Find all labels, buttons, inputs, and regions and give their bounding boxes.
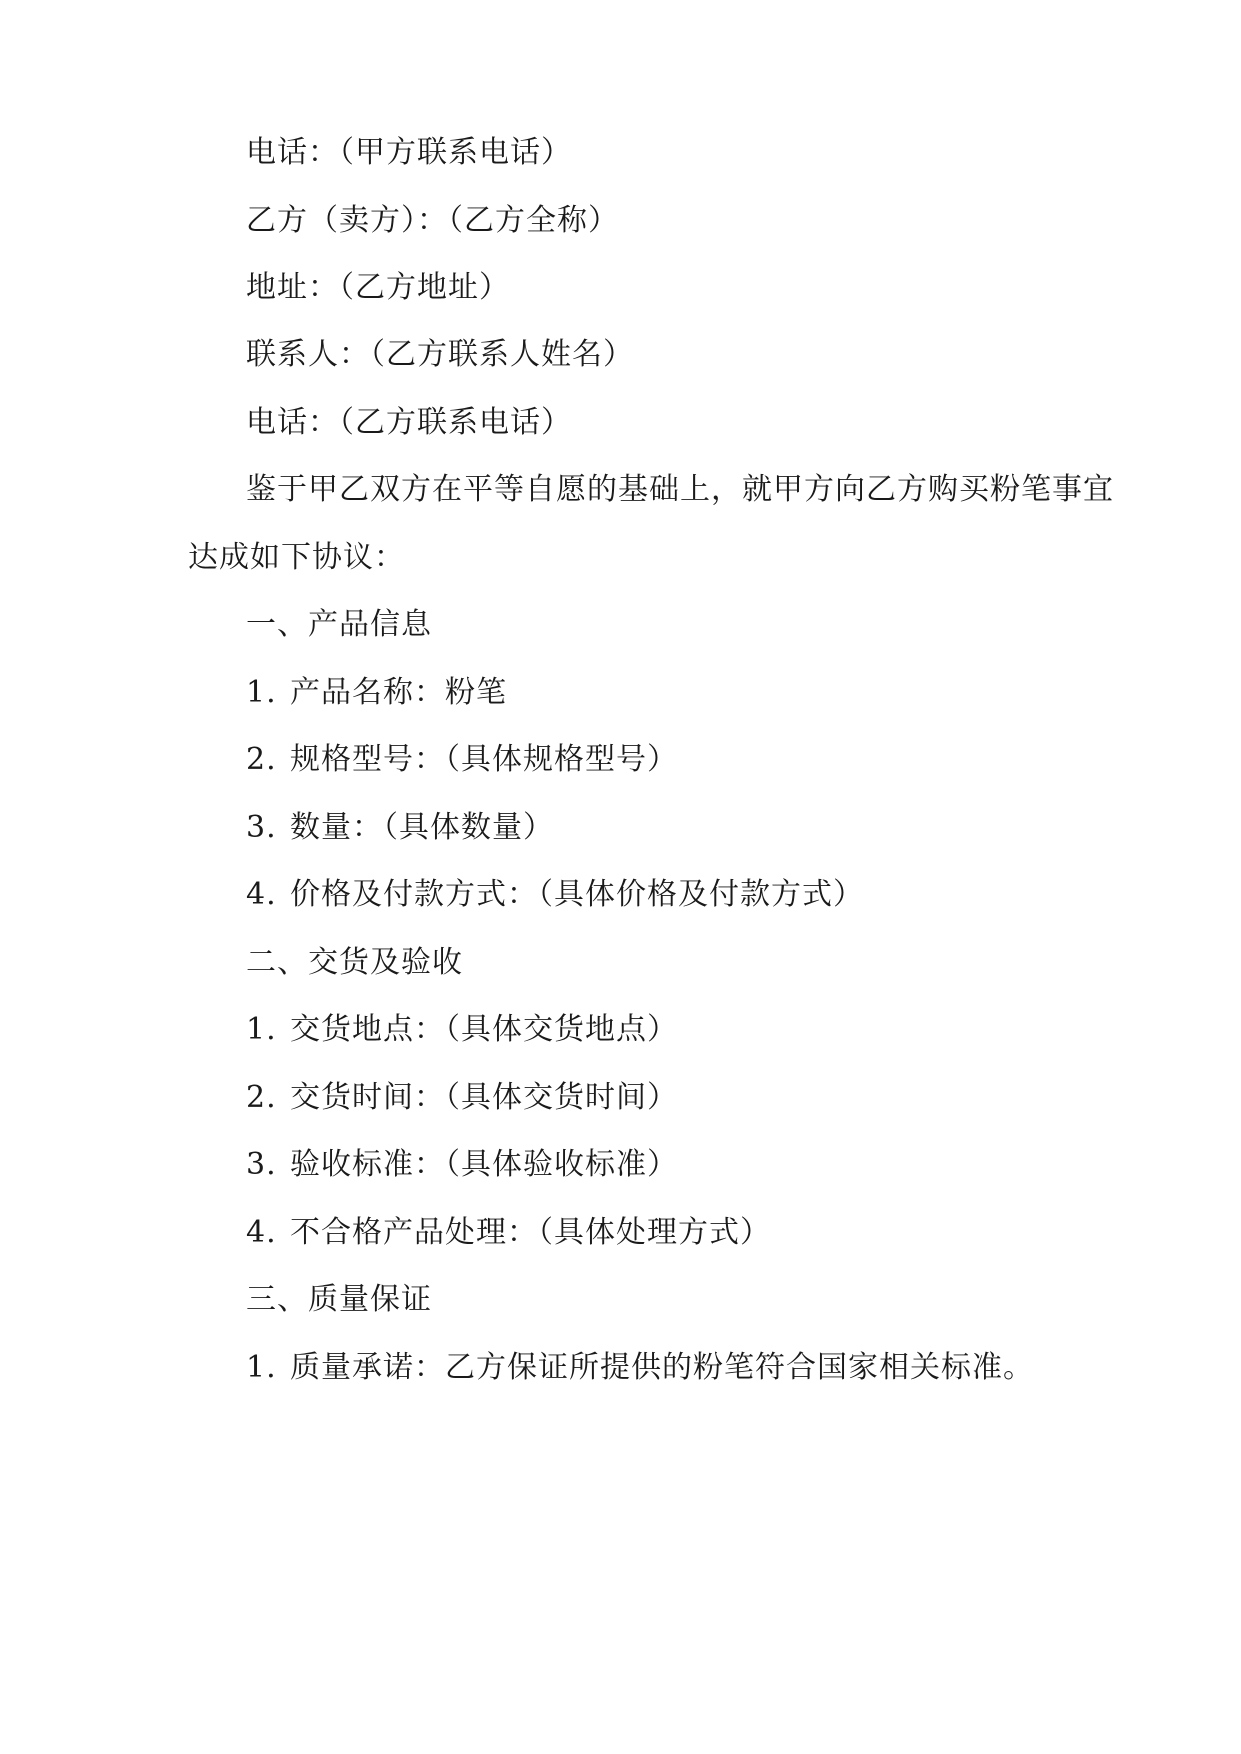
list-item: 3. 数量：（具体数量） xyxy=(246,808,554,848)
list-item: 1. 质量承诺：乙方保证所提供的粉笔符合国家相关标准。 xyxy=(246,1348,1034,1388)
item-number: 4. xyxy=(246,1215,277,1250)
item-number: 3. xyxy=(246,1147,277,1182)
preamble-line-2: 达成如下协议： xyxy=(188,540,405,575)
item-number: 4. xyxy=(246,877,277,912)
item-number: 2. xyxy=(246,742,277,777)
list-item: 3. 验收标准：（具体验收标准） xyxy=(246,1145,678,1185)
section-heading-delivery: 二、交货及验收 xyxy=(246,945,463,980)
item-number: 1. xyxy=(246,1350,277,1385)
list-item: 4. 不合格产品处理：（具体处理方式） xyxy=(246,1213,771,1253)
section-heading-product: 一、产品信息 xyxy=(246,607,432,642)
party-b-address: 地址：（乙方地址） xyxy=(246,270,510,305)
list-item: 4. 价格及付款方式：（具体价格及付款方式） xyxy=(246,875,864,915)
list-item: 2. 规格型号：（具体规格型号） xyxy=(246,740,678,780)
item-number: 1. xyxy=(246,1012,277,1047)
list-item: 2. 交货时间：（具体交货时间） xyxy=(246,1078,678,1118)
party-b-name: 乙方（卖方）：（乙方全称） xyxy=(246,203,619,238)
party-a-phone: 电话：（甲方联系电话） xyxy=(246,135,572,170)
party-b-contact: 联系人：（乙方联系人姓名） xyxy=(246,337,634,372)
preamble-line-1: 鉴于甲乙双方在平等自愿的基础上，就甲方向乙方购买粉笔事宜 xyxy=(246,472,1114,507)
list-item: 1. 交货地点：（具体交货地点） xyxy=(246,1010,678,1050)
party-b-phone: 电话：（乙方联系电话） xyxy=(246,405,572,440)
item-number: 2. xyxy=(246,1080,277,1115)
item-number: 3. xyxy=(246,810,277,845)
section-heading-quality: 三、质量保证 xyxy=(246,1282,432,1317)
list-item: 1. 产品名称：粉笔 xyxy=(246,673,507,713)
item-number: 1. xyxy=(246,675,277,710)
